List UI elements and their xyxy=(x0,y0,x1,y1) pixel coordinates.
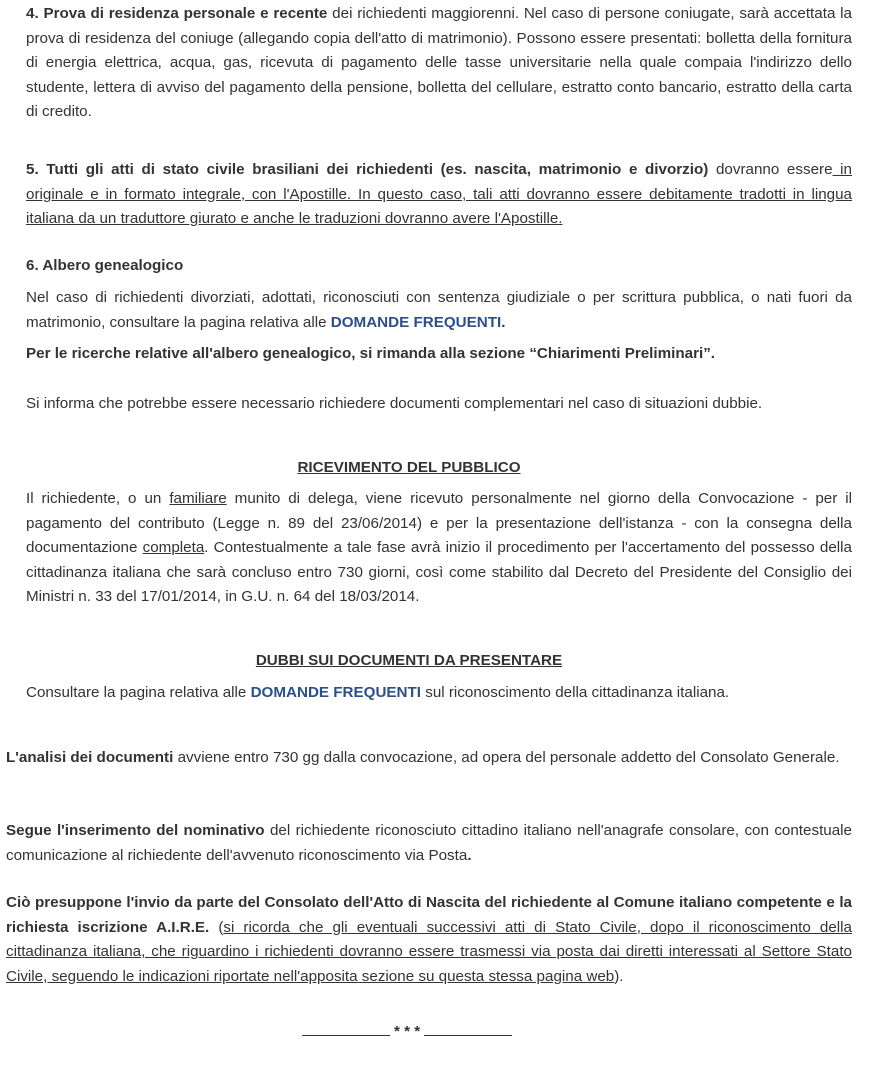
item-6-note: Per le ricerche relative all'albero genealogico, si rimanda alla sezione “Chiarimenti Preliminari”. xyxy=(26,345,716,362)
ricevimento-text-end: . Contestualmente a tale fase avrà inizio il procedimento per l'accertamento del possesso della cittadinanza italiana che sarà concluso entro 730 giorni, così come stabilito dal Decreto del Presidente del Consiglio dei Ministri n. 33 del 17/01/2014, in G.U. n. 64 del 18/03/2014. xyxy=(26,539,853,605)
analisi-bold: L'analisi dei documenti xyxy=(6,749,174,766)
segue-text: del richiedente riconosciuto cittadino italiano nell'anagrafe consolare, con contestuale comunicazione al richiedente dell'avvenuto riconoscimento via Posta xyxy=(6,822,852,864)
item-6-body xyxy=(26,286,852,335)
ricevimento-heading: RICEVIMENTO DEL PUBBLICO xyxy=(297,459,521,476)
item-6-link-end: . xyxy=(501,313,506,331)
ricevimento-text-mid: munito di delega, viene ricevuto personalmente nel giorno della Convocazione - per il pagamento del contributo (Legge n. 89 del 23/06/2014) e per la presentazione dell'istanza - con la consegna della documentazione xyxy=(26,490,852,556)
cio-paragraph xyxy=(6,891,852,989)
separator-line-left xyxy=(302,1021,390,1036)
ricevimento-paragraph xyxy=(26,487,852,610)
segue-end: . xyxy=(467,846,472,864)
item-5-body: dovranno essere xyxy=(708,161,833,178)
cio-end: ). xyxy=(614,967,624,985)
dubbi-heading: DUBBI SUI DOCUMENTI DA PRESENTARE xyxy=(255,652,563,669)
faq-link-1[interactable]: DOMANDE FREQUENTI xyxy=(330,313,502,331)
item-6-body-text: Nel caso di richiedenti divorziati, adottati, riconosciuti con sentenza giudiziale o per scrittura pubblica, o nati fuori da matrimonio, consultare la pagina relativa alle xyxy=(26,289,852,331)
item-4-body: dei richiedenti maggiorenni. Nel caso di persone coniugate, sarà accettata la prova di residenza del coniuge (allegando copia dell'atto di matrimonio). Possono essere presentati: bolletta della fornitura di energia elettrica, acqua, gas, ricevuta di pagamento delle tasse universitarie nella quale compaia l'indirizzo dello studente, lettera di avviso del pagamento della pensione, bolletta del cellulare, estratto conto bancario, estratto della carta di credito. xyxy=(26,5,852,120)
item-6-title: 6. Albero genealogico xyxy=(26,257,184,274)
separator-line-right xyxy=(424,1021,512,1036)
dubbi-paragraph xyxy=(26,681,852,706)
dubbi-text-end: sul riconoscimento della cittadinanza italiana. xyxy=(421,684,730,701)
segue-bold: Segue l'inserimento del nominativo xyxy=(6,822,265,839)
separator xyxy=(302,1020,512,1044)
cio-bold: Ciò presuppone l'invio da parte del Consolato dell'Atto di Nascita del richiedente al Comune italiano competente e la richiesta iscrizione A.I.R.E. xyxy=(6,894,852,936)
cio-open-paren: ( xyxy=(209,918,224,936)
familiare-link[interactable]: familiare xyxy=(169,490,227,507)
analisi-text: avviene entro 730 gg dalla convocazione, ad opera del personale addetto del Consolato Generale. xyxy=(173,749,840,766)
cio-underlined-text: si ricorda che gli eventuali successivi atti di Stato Civile, dopo il riconoscimento della cittadinanza italiana, che riguardino i richiedenti dovranno essere trasmessi via posta dai diretti interessati al Settore Stato Civile, seguendo le indicazioni riportate nell'apposita sezione su questa stessa pagina web xyxy=(6,918,852,985)
completa-link[interactable]: completa xyxy=(142,539,205,556)
analisi-paragraph xyxy=(6,746,852,771)
info-text: Si informa che potrebbe essere necessario richiedere documenti complementari nel caso di situazioni dubbie. xyxy=(26,395,763,412)
separator-stars: * * * xyxy=(394,1023,421,1040)
item-4-title: 4. Prova di residenza personale e recente xyxy=(26,5,328,22)
item-5-paragraph xyxy=(26,158,852,232)
item-5-underlined-text: in originale e in formato integrale, con l'Apostille. In questo caso, tali atti dovranno essere debitamente tradotti in lingua italiana da un traduttore giurato e anche le traduzioni dovranno avere l'Apostille. xyxy=(26,161,852,227)
ricevimento-text-start: Il richiedente, o un xyxy=(26,490,170,507)
item-4-paragraph xyxy=(26,2,852,125)
dubbi-text-start: Consultare la pagina relativa alle xyxy=(26,684,251,701)
segue-paragraph xyxy=(6,819,852,868)
faq-link-2[interactable]: DOMANDE FREQUENTI xyxy=(250,684,422,701)
item-5-title: 5. Tutti gli atti di stato civile brasiliani dei richiedenti (es. nascita, matrimonio e divorzio) xyxy=(26,161,709,178)
